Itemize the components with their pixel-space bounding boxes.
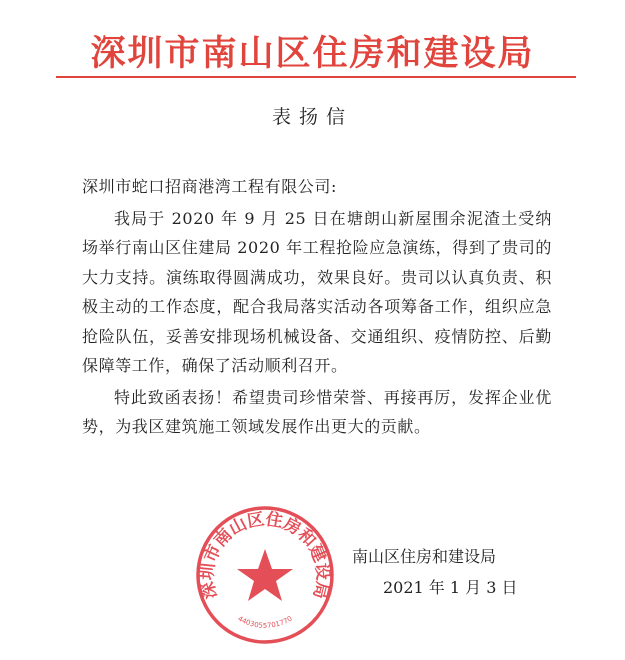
body-paragraph-1: 我局于 2020 年 9 月 25 日在塘朗山新屋围余泥渣土受纳场举行南山区住建局 2020 年工程抢险应急演练，得到了贵司的大力支持。演练取得圆满成功，效果良好。贵司以认真负责、积极主动的工作态度，配合我局落实活动各项筹备工作，组织应急抢险队伍，妥善安排现场机械设备、交通组织、疫情防控、后勤保障等工作，确保了活动顺利召开。 <box>82 208 552 375</box>
seal-text: 深圳市南山区住房和建设局 <box>197 509 333 601</box>
svg-text:4403055701770 <box>236 615 293 630</box>
signature: 南山区住房和建设局 <box>352 547 497 566</box>
letter-body <box>82 172 552 444</box>
letterhead-title: 深圳市南山区住房和建设局 <box>90 33 535 74</box>
letter-title: 表扬信 <box>271 106 353 128</box>
addressee: 深圳市蛇口招商港湾工程有限公司: <box>82 177 337 196</box>
star-icon <box>237 549 293 601</box>
official-seal-stamp <box>195 505 335 645</box>
letterhead-rule <box>56 76 576 78</box>
closing-block <box>352 545 612 600</box>
letter-date: 2021 年 1 月 3 日 <box>383 578 518 597</box>
seal-code: 4403055701770 <box>236 614 294 630</box>
body-paragraph-2: 特此致函表扬！希望贵司珍惜荣誉、再接再厉，发挥企业优势，为我区建筑施工领域发展作出更大的贡献。 <box>82 387 552 436</box>
